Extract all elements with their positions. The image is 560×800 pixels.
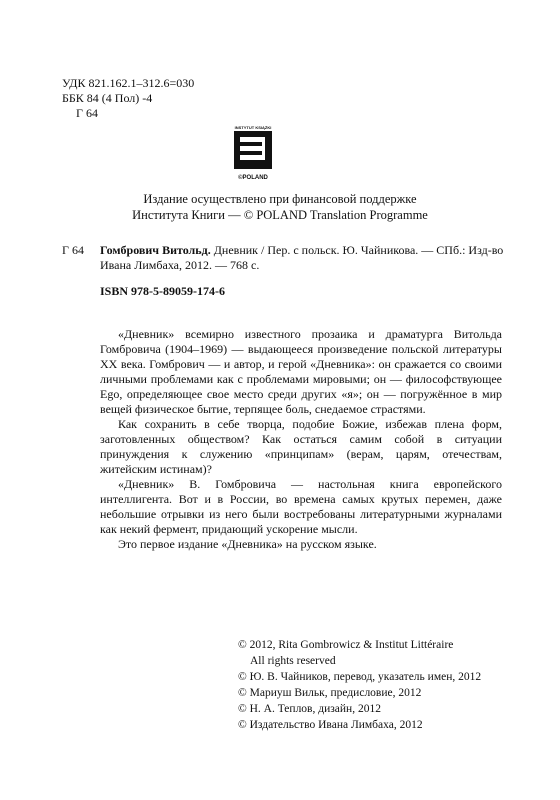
copyright-line: All rights reserved bbox=[250, 655, 336, 667]
bibliographic-record bbox=[62, 243, 502, 299]
annotation-paragraph: Как сохранить в себе творца, подобие Божие, избежав плена форм, заготовленных обществом? Как остаться самим собой в ситуации принуждения к служению «принципам» (верам, царям, отечествам, житейским истинам)? bbox=[100, 417, 502, 476]
annotation-paragraph: «Дневник» В. Гомбровича — настольная книга европейского интеллигента. Вот и в России, во времена самых крутых перемен, даже небольшие отрывки из него были востребованы литературными журналами как некий фермент, придающий ускорение мысли. bbox=[100, 477, 502, 536]
logo-top-text: INSTYTUT KSIĄŻKI bbox=[234, 125, 272, 130]
copyright-line: © Издательство Ивана Лимбаха, 2012 bbox=[238, 719, 423, 731]
udk-code: УДК 821.162.1–312.6=030 bbox=[62, 76, 195, 90]
copyright-line: © Н. А. Теплов, дизайн, 2012 bbox=[238, 703, 381, 715]
copyright-notices bbox=[238, 637, 481, 733]
copyright-line: © Ю. В. Чайников, перевод, указатель имен, 2012 bbox=[238, 671, 482, 683]
classification-codes bbox=[62, 76, 194, 121]
bibliographic-index: Г 64 bbox=[62, 243, 84, 257]
support-statement bbox=[0, 191, 560, 223]
annotation-paragraph: «Дневник» всемирно известного прозаика и драматурга Витольда Гомбровича (1904–1969) — выдающееся произведение польской литературы XX века. Гомбрович — и автор, и герой «Дневника»: он сражается со своими личными проблемами как с проблемами мировыми; он — философствующее Ego, определяющее свое место среди других «я»; он — погружённое в мир вещей физическое бытие, терпящее боль, снедаемое страстями. bbox=[100, 327, 502, 416]
logo-bottom-text: ©POLAND bbox=[238, 175, 268, 181]
book-institute-logo-icon bbox=[233, 125, 273, 185]
author-name: Гомбрович Витольд. bbox=[100, 243, 211, 257]
bibliographic-line-2: Ивана Лимбаха, 2012. — 768 с. bbox=[100, 258, 260, 272]
bibliographic-line-1: Дневник / Пер. с польск. Ю. Чайникова. — СПб.: Изд-во bbox=[210, 243, 504, 257]
copyright-line: © 2012, Rita Gombrowicz & Institut Littéraire bbox=[238, 639, 454, 651]
isbn: ISBN 978-5-89059-174-6 bbox=[100, 284, 225, 298]
index-code: Г 64 bbox=[76, 106, 98, 120]
bbk-code: ББК 84 (4 Пол) -4 bbox=[62, 91, 153, 105]
support-line-1: Издание осуществлено при финансовой поддержке bbox=[143, 192, 417, 206]
copyright-line: © Мариуш Вильк, предисловие, 2012 bbox=[238, 687, 422, 699]
annotation-paragraph: Это первое издание «Дневника» на русском языке. bbox=[118, 537, 377, 551]
annotation bbox=[100, 327, 502, 552]
book-icon bbox=[233, 130, 273, 170]
support-line-2: Института Книги — © POLAND Translation Programme bbox=[132, 208, 428, 222]
